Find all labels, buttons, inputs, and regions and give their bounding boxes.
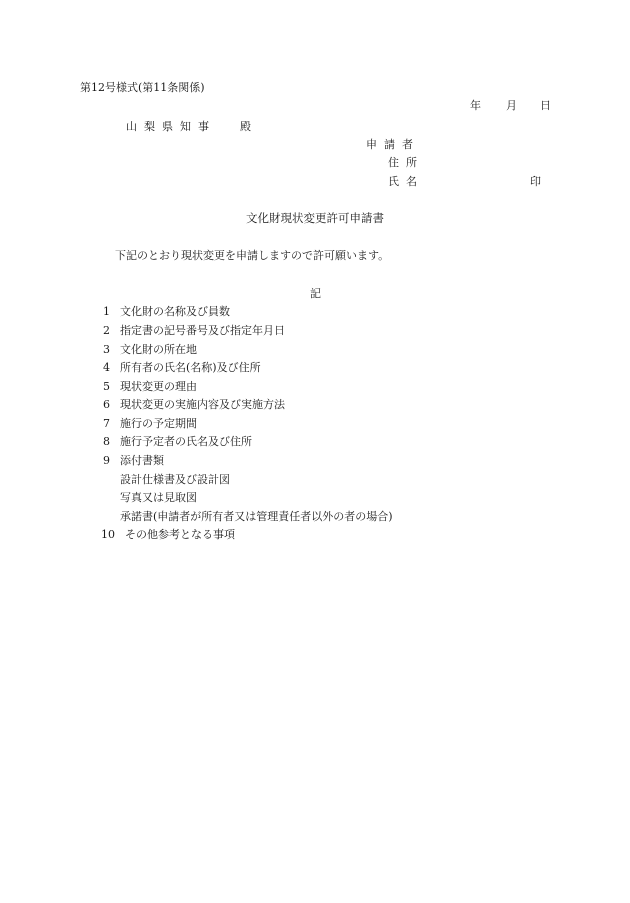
date-day-label: 日 — [540, 99, 551, 112]
item-number: 6 — [103, 398, 110, 411]
item-number: 5 — [103, 380, 110, 393]
attachment-item: 写真又は見取図 — [120, 491, 197, 504]
addressee-name: 山梨県知事 — [126, 120, 216, 133]
item-label: 文化財の名称及び員数 — [120, 305, 230, 318]
ki-label: 記 — [310, 287, 321, 300]
addressee-honorific: 殿 — [240, 120, 251, 133]
item-number: 1 — [103, 305, 110, 318]
document-title: 文化財現状変更許可申請書 — [246, 211, 384, 225]
item-label: 所有者の氏名(名称)及び住所 — [120, 361, 261, 374]
item-label: その他参考となる事項 — [125, 528, 235, 541]
date-year-label: 年 — [470, 99, 481, 112]
item-label: 添付書類 — [120, 454, 164, 467]
item-number: 4 — [103, 361, 110, 374]
attachment-item: 承諾書(申請者が所有者又は管理責任者以外の者の場合) — [120, 510, 393, 523]
item-label: 施行の予定期間 — [120, 417, 197, 430]
item-number: 9 — [103, 454, 110, 467]
body-text: 下記のとおり現状変更を申請しますので許可願います。 — [115, 249, 390, 262]
item-number: 8 — [103, 435, 110, 448]
item-label: 現状変更の理由 — [120, 380, 197, 393]
seal-label: 印 — [530, 175, 541, 188]
attachment-item: 設計仕様書及び設計図 — [120, 473, 230, 486]
date-month-label: 月 — [506, 99, 517, 112]
item-label: 文化財の所在地 — [120, 343, 197, 356]
item-label: 施行予定者の氏名及び住所 — [120, 435, 252, 448]
item-number: 10 — [101, 528, 115, 541]
applicant-address-label: 住所 — [388, 156, 424, 169]
item-number: 2 — [103, 324, 110, 337]
item-number: 7 — [103, 417, 110, 430]
applicant-name-label: 氏名 — [388, 175, 424, 188]
item-label: 現状変更の実施内容及び実施方法 — [120, 398, 285, 411]
form-number: 第12号様式(第11条関係) — [80, 81, 205, 94]
item-label: 指定書の記号番号及び指定年月日 — [120, 324, 285, 337]
applicant-label: 申請者 — [366, 138, 420, 151]
item-number: 3 — [103, 343, 110, 356]
